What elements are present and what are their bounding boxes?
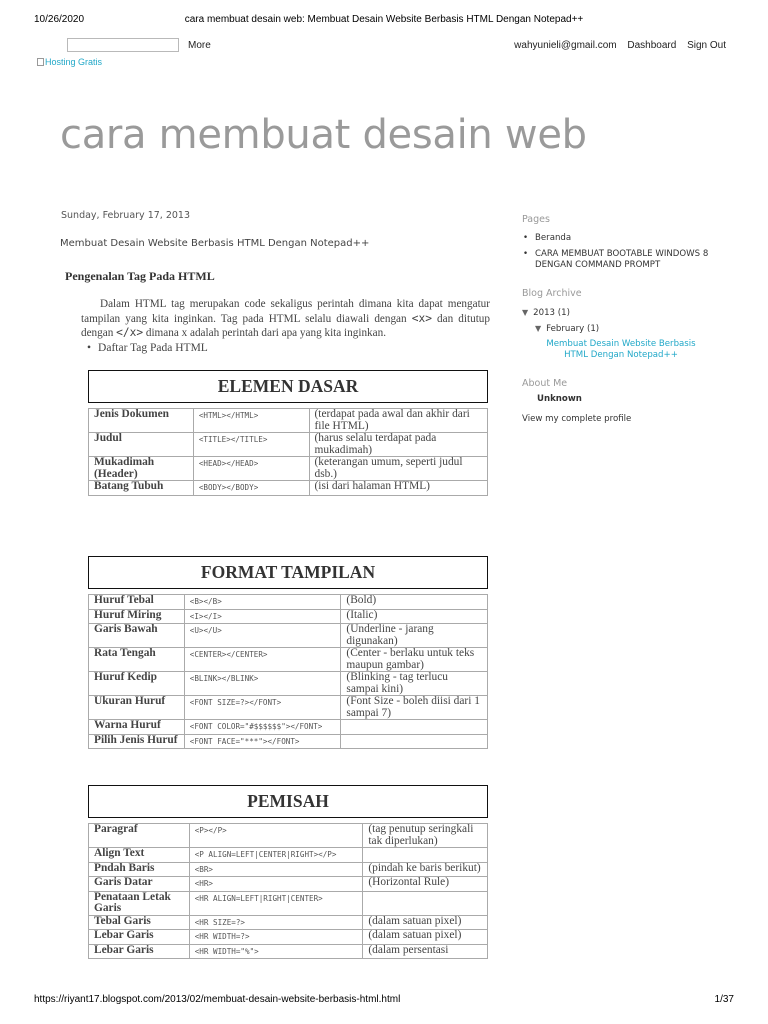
more-link[interactable]: More — [188, 40, 211, 51]
table-row: Garis Bawah <U></U> (Underline - jarang digunakan) — [89, 624, 488, 648]
post-title: Membuat Desain Website Berbasis HTML Dengan Notepad++ — [60, 238, 370, 249]
archive-post-link[interactable]: Membuat Desain Website Berbasis HTML Dengan Notepad++ — [546, 339, 696, 360]
table-row: Mukadimah (Header) <HEAD></HEAD> (keterangan umum, seperti judul dsb.) — [89, 457, 488, 481]
table-row: Garis Datar <HR> (Horizontal Rule) — [89, 877, 488, 892]
section-heading: Pengenalan Tag Pada HTML — [65, 269, 215, 283]
about-me-heading: About Me — [522, 378, 568, 389]
tag-table-elemen-dasar — [88, 370, 488, 496]
table-caption: PEMISAH — [89, 786, 488, 818]
table-row: Pilih Jenis Huruf <FONT FACE="***"></FONT> — [89, 734, 488, 749]
table-caption: FORMAT TAMPILAN — [89, 557, 488, 589]
table-row: Align Text <P ALIGN=LEFT|CENTER|RIGHT></P> — [89, 848, 488, 863]
post-body — [60, 210, 490, 354]
intro-paragraph: Dalam HTML tag merupakan code sekaligus perintah dimana kita dapat mengatur tampilan yang kita inginkan. Tag pada HTML selalu diawali dengan <x> dan ditutup dengan </x> dimana x adalah perintah dari apa yang kita inginkan. — [81, 298, 490, 339]
tag-table-format-tampilan — [88, 556, 488, 749]
table-row: Huruf Miring <I></I> (Italic) — [89, 609, 488, 624]
table-row: Tebal Garis <HR SIZE=?> (dalam satuan pixel) — [89, 915, 488, 930]
table-row: Paragraf <P></P> (tag penutup seringkali tak diperlukan) — [89, 824, 488, 848]
print-date: 10/26/2020 — [34, 14, 85, 25]
dashboard-link[interactable]: Dashboard — [627, 40, 677, 51]
print-header — [0, 14, 768, 28]
triangle-down-icon: ▼ — [535, 324, 542, 333]
table-row: Lebar Garis <HR WIDTH="%"> (dalam persentasi — [89, 944, 488, 959]
bullet-icon: • — [87, 341, 92, 354]
tag-table-pemisah — [88, 785, 488, 959]
table-row: Lebar Garis <HR WIDTH=?> (dalam satuan pixel) — [89, 930, 488, 945]
search-input[interactable] — [67, 38, 179, 52]
post-date: Sunday, February 17, 2013 — [61, 210, 191, 221]
view-profile-link[interactable]: View my complete profile — [522, 414, 632, 424]
table-row: Judul <TITLE></TITLE> (harus selalu terdapat pada mukadimah) — [89, 433, 488, 457]
sign-out-link[interactable]: Sign Out — [687, 40, 726, 51]
print-url: https://riyant17.blogspot.com/2013/02/membuat-desain-website-berbasis-html.html — [34, 994, 401, 1005]
pages-list — [522, 233, 732, 271]
print-page-number: 1/37 — [714, 994, 734, 1005]
navbar-account — [506, 40, 726, 51]
table-row: Warna Huruf <FONT COLOR="#$$$$$$"></FONT> — [89, 720, 488, 735]
table-row: Huruf Tebal <B></B> (Bold) — [89, 595, 488, 610]
blog-archive-heading: Blog Archive — [522, 288, 582, 299]
archive-month-toggle[interactable]: ▼ February (1) — [535, 324, 600, 334]
table-row: Pndah Baris <BR> (pindah ke baris berikut) — [89, 862, 488, 877]
sidebar — [522, 214, 732, 424]
blog-title[interactable]: cara membuat desain web — [60, 112, 587, 158]
close-tag-code: </x> — [116, 326, 144, 339]
table-caption: ELEMEN DASAR — [89, 371, 488, 403]
broken-image-icon — [37, 58, 44, 66]
user-email-link[interactable]: wahyunieli@gmail.com — [514, 40, 617, 51]
print-footer — [0, 994, 768, 1008]
archive-year-toggle[interactable]: ▼ 2013 (1) — [522, 308, 570, 318]
table-row: Ukuran Huruf <FONT SIZE=?></FONT> (Font Size - boleh diisi dari 1 sampai 7) — [89, 696, 488, 720]
table-row: Rata Tengah <CENTER></CENTER> (Center - berlaku untuk teks maupun gambar) — [89, 648, 488, 672]
triangle-down-icon: ▼ — [522, 308, 529, 317]
page-link-beranda[interactable]: • Beranda — [522, 233, 732, 244]
table-row: Jenis Dokumen <HTML></HTML> (terdapat pada awal dan akhir dari file HTML) — [89, 409, 488, 433]
print-page-title: cara membuat desain web: Membuat Desain Website Berbasis HTML Dengan Notepad++ — [184, 14, 584, 25]
table-row: Batang Tubuh <BODY></BODY> (isi dari halaman HTML) — [89, 481, 488, 496]
page-link-bootable-windows[interactable]: • CARA MEMBUAT BOOTABLE WINDOWS 8 DENGAN COMMAND PROMPT — [522, 249, 732, 271]
table-row: Huruf Kedip <BLINK></BLINK> (Blinking - tag terlucu sampai kini) — [89, 672, 488, 696]
hosting-banner-link[interactable] — [37, 57, 102, 67]
list-item: • Daftar Tag Pada HTML — [87, 341, 208, 354]
profile-name-link[interactable]: Unknown — [537, 394, 582, 404]
pages-heading: Pages — [522, 214, 550, 225]
open-tag-code: <x> — [411, 311, 432, 325]
hosting-banner-alt: Hosting Gratis — [45, 57, 103, 67]
table-row: Penataan Letak Garis <HR ALIGN=LEFT|RIGHT|CENTER> — [89, 891, 488, 915]
blogger-navbar — [0, 37, 768, 55]
